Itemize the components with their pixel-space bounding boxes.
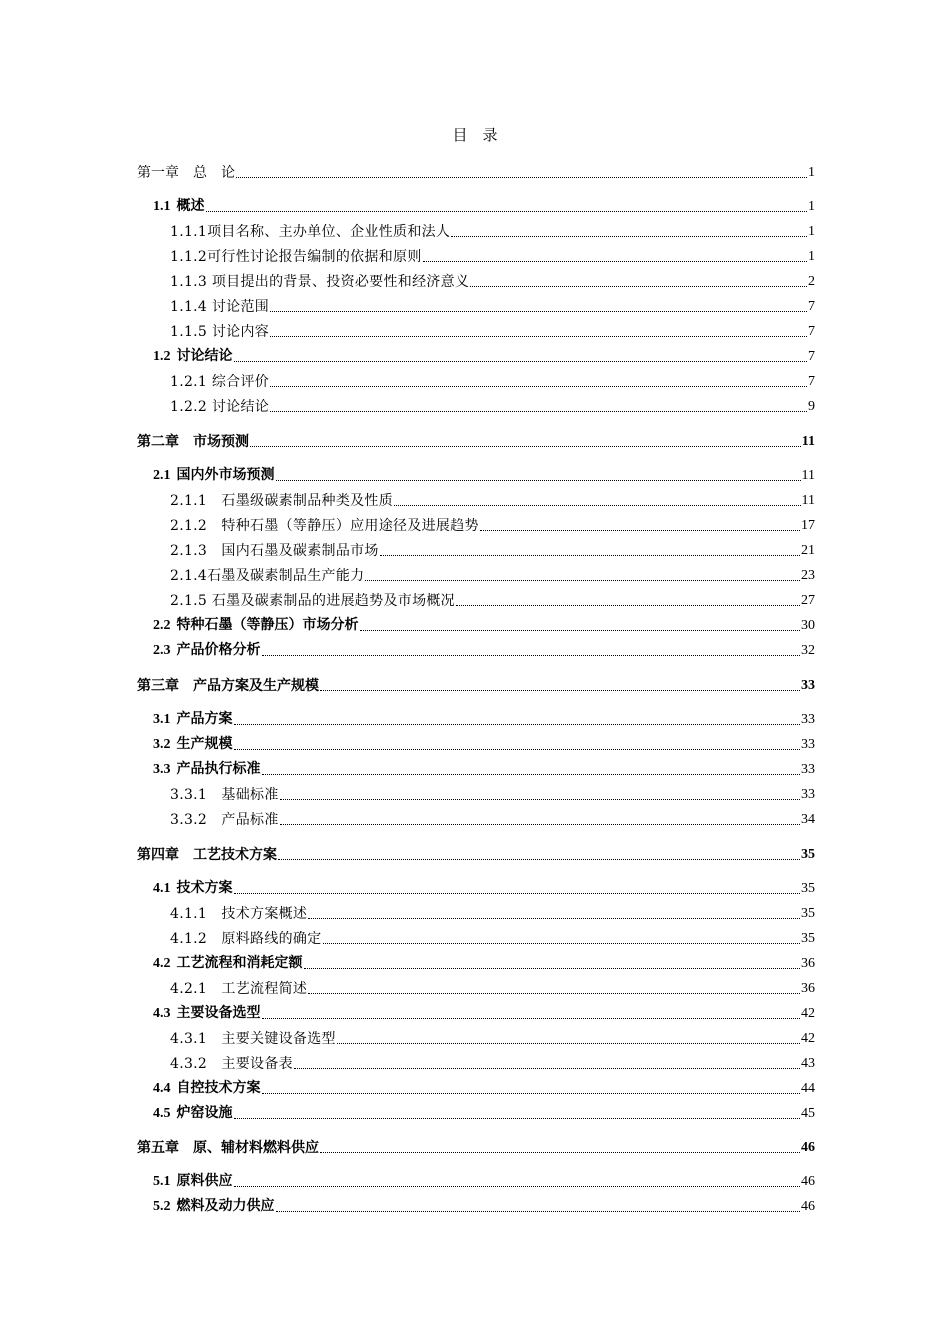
- toc-leader-dots: [380, 554, 800, 556]
- toc-page-number: 11: [801, 468, 815, 483]
- toc-leader-dots: [270, 385, 807, 387]
- toc-entry-label: 国内外市场预测: [176, 467, 275, 483]
- toc-page-number: 9: [808, 399, 815, 414]
- toc-title: [0, 124, 950, 145]
- toc-entry-label: 原料供应: [176, 1173, 233, 1189]
- toc-entry-label: 2.1.4石墨及碳素制品生产能力: [170, 568, 365, 584]
- toc-section-number: 4.3: [153, 1006, 171, 1021]
- toc-leader-dots: [206, 210, 808, 212]
- toc-entry-label: 自控技术方案: [176, 1080, 261, 1096]
- toc-entry-label: 3.3.2 产品标准: [170, 812, 279, 828]
- toc-section-number: 4.1: [153, 881, 171, 896]
- toc-entry-label: 4.1.1 技术方案概述: [170, 906, 308, 922]
- toc-page-number: 11: [801, 493, 815, 508]
- toc-section-2-2[interactable]: [153, 613, 815, 635]
- toc-entry-label: 特种石墨（等静压）市场分析: [176, 617, 359, 633]
- toc-entry-label: 第一章 总 论: [137, 165, 235, 181]
- toc-leader-dots: [234, 748, 801, 750]
- toc-entry-label: 4.2.1 工艺流程简述: [170, 981, 308, 997]
- toc-section-number: 5.1: [153, 1174, 171, 1189]
- toc-subsection-1-1-1[interactable]: [170, 219, 815, 241]
- toc-entry-label: 产品价格分析: [176, 642, 261, 658]
- toc-entry-label: 2.1.3 国内石墨及碳素制品市场: [170, 543, 379, 559]
- toc-page-number: 1: [808, 249, 815, 264]
- toc-subsection-2-1-3[interactable]: [170, 538, 815, 560]
- toc-page-number: 36: [801, 956, 815, 971]
- toc-entry-label: 1.2.1 综合评价: [170, 374, 270, 390]
- toc-subsection-1-1-5[interactable]: [170, 319, 815, 341]
- toc-page-number: 42: [801, 1031, 815, 1046]
- toc-entry-label: 讨论结论: [176, 348, 233, 364]
- toc-section-number: 1.1: [153, 199, 171, 214]
- toc-entry-label: 第四章 工艺技术方案: [137, 847, 277, 863]
- toc-entry-label: 1.2.2 讨论结论: [170, 399, 270, 415]
- toc-leader-dots: [280, 798, 800, 800]
- toc-leader-dots: [278, 858, 800, 860]
- toc-page-number: 35: [801, 881, 815, 896]
- toc-chapter-1[interactable]: [137, 160, 815, 182]
- toc-leader-dots: [236, 176, 807, 178]
- toc-section-3-3[interactable]: [153, 757, 815, 779]
- toc-leader-dots: [234, 360, 808, 362]
- toc-page-number: 1: [808, 224, 815, 239]
- toc-page-number: 35: [801, 931, 815, 946]
- toc-section-5-1[interactable]: [153, 1169, 815, 1191]
- toc-leader-dots: [262, 654, 801, 656]
- toc-entry-label: 工艺流程和消耗定额: [176, 955, 303, 971]
- toc-page-number: 33: [801, 762, 815, 777]
- toc-subsection-1-1-4[interactable]: [170, 294, 815, 316]
- toc-entry-label: 炉窑设施: [176, 1105, 233, 1121]
- toc-page-number: 32: [801, 643, 815, 658]
- toc-page-number: 36: [801, 981, 815, 996]
- toc-page-number: 2: [808, 274, 815, 289]
- toc-subsection-4-3-1[interactable]: [170, 1026, 815, 1048]
- toc-leader-dots: [276, 1210, 801, 1212]
- toc-page-number: 33: [801, 787, 815, 802]
- toc-section-1-1[interactable]: [153, 194, 815, 216]
- toc-page-number: 33: [801, 712, 815, 727]
- toc-leader-dots: [360, 629, 801, 631]
- toc-page-number: 44: [801, 1081, 815, 1096]
- toc-section-number: 3.3: [153, 762, 171, 777]
- toc-subsection-1-1-3[interactable]: [170, 269, 815, 291]
- toc-section-number: 3.1: [153, 712, 171, 727]
- toc-page-number: 45: [801, 1106, 815, 1121]
- toc-section-2-1[interactable]: [153, 463, 815, 485]
- toc-page-number: 42: [801, 1006, 815, 1021]
- toc-page-number: 30: [801, 618, 815, 633]
- toc-leader-dots: [320, 689, 800, 691]
- toc-leader-dots: [270, 335, 807, 337]
- toc-leader-dots: [234, 723, 801, 725]
- toc-leader-dots: [451, 235, 807, 237]
- toc-entry-label: 4.1.2 原料路线的确定: [170, 931, 322, 947]
- toc-subsection-1-1-2[interactable]: [170, 244, 815, 266]
- toc-chapter-4[interactable]: [137, 842, 815, 864]
- toc-leader-dots: [276, 479, 801, 481]
- toc-page-number: 33: [801, 678, 815, 693]
- toc-page-number: 43: [801, 1056, 815, 1071]
- toc-leader-dots: [323, 942, 800, 944]
- toc-page-number: 33: [801, 737, 815, 752]
- toc-entry-label: 4.3.2 主要设备表: [170, 1056, 293, 1072]
- toc-entry-label: 1.1.4 讨论范围: [170, 299, 270, 315]
- toc-page-number: 1: [808, 199, 815, 214]
- toc-section-5-2[interactable]: [153, 1194, 815, 1216]
- toc-section-number: 2.3: [153, 643, 171, 658]
- toc-section-1-2[interactable]: [153, 344, 815, 366]
- toc-entry-label: 2.1.5 石墨及碳素制品的进展趋势及市场概况: [170, 593, 455, 609]
- toc-entry-label: 2.1.1 石墨级碳素制品种类及性质: [170, 493, 394, 509]
- toc-entry-label: 产品执行标准: [176, 761, 261, 777]
- toc-subsection-4-1-2[interactable]: [170, 926, 815, 948]
- toc-entry-label: 概述: [176, 198, 205, 214]
- toc-page-number: 7: [808, 324, 815, 339]
- toc-page-number: 1: [808, 165, 815, 180]
- toc-leader-dots: [423, 260, 807, 262]
- toc-page-number: 7: [808, 349, 815, 364]
- toc-entry-label: 主要设备选型: [176, 1005, 261, 1021]
- toc-entry-label: 第五章 原、辅材料燃料供应: [137, 1140, 319, 1156]
- toc-section-number: 2.2: [153, 618, 171, 633]
- toc-section-number: 4.5: [153, 1106, 171, 1121]
- toc-leader-dots: [280, 823, 800, 825]
- toc-subsection-4-2-1[interactable]: [170, 976, 815, 998]
- toc-subsection-2-1-2[interactable]: [170, 513, 815, 535]
- toc-chapter-5[interactable]: [137, 1135, 815, 1157]
- toc-entry-label: 技术方案: [176, 880, 233, 896]
- toc-entry-label: 4.3.1 主要关键设备选型: [170, 1031, 336, 1047]
- toc-section-3-2[interactable]: [153, 732, 815, 754]
- toc-section-number: 4.2: [153, 956, 171, 971]
- toc-section-number: 4.4: [153, 1081, 171, 1096]
- toc-leader-dots: [470, 285, 807, 287]
- toc-section-number: 1.2: [153, 349, 171, 364]
- toc-section-4-4[interactable]: [153, 1076, 815, 1098]
- toc-leader-dots: [337, 1042, 800, 1044]
- toc-section-number: 3.2: [153, 737, 171, 752]
- toc-section-3-1[interactable]: [153, 707, 815, 729]
- toc-section-4-3[interactable]: [153, 1001, 815, 1023]
- toc-section-4-2[interactable]: [153, 951, 815, 973]
- toc-entry-label: 生产规模: [176, 736, 233, 752]
- toc-entry-label: 1.1.3 项目提出的背景、投资必要性和经济意义: [170, 274, 470, 290]
- toc-section-4-1[interactable]: [153, 876, 815, 898]
- toc-subsection-2-1-5[interactable]: [170, 588, 815, 610]
- toc-entry-label: 2.1.2 特种石墨（等静压）应用途径及进展趋势: [170, 518, 479, 534]
- toc-page-number: 27: [801, 593, 815, 608]
- toc-leader-dots: [365, 579, 800, 581]
- toc-page-number: 46: [801, 1140, 815, 1155]
- toc-page-number: 7: [808, 374, 815, 389]
- toc-entry-label: 第三章 产品方案及生产规模: [137, 678, 319, 694]
- toc-subsection-3-3-2[interactable]: [170, 807, 815, 829]
- toc-section-number: 2.1: [153, 468, 171, 483]
- toc-leader-dots: [270, 310, 807, 312]
- toc-subsection-1-2-1[interactable]: [170, 369, 815, 391]
- toc-entry-label: 第二章 市场预测: [137, 434, 249, 450]
- toc-leader-dots: [294, 1067, 800, 1069]
- toc-chapter-3[interactable]: [137, 673, 815, 695]
- toc-section-2-3[interactable]: [153, 638, 815, 660]
- toc-page-number: 17: [801, 518, 815, 533]
- toc-leader-dots: [320, 1151, 800, 1153]
- toc-chapter-2[interactable]: [137, 429, 815, 451]
- toc-leader-dots: [234, 892, 801, 894]
- toc-leader-dots: [456, 604, 800, 606]
- toc-subsection-3-3-1[interactable]: [170, 782, 815, 804]
- toc-leader-dots: [270, 410, 807, 412]
- toc-page-number: 35: [801, 906, 815, 921]
- toc-page-number: 23: [801, 568, 815, 583]
- toc-section-4-5[interactable]: [153, 1101, 815, 1123]
- toc-subsection-4-3-2[interactable]: [170, 1051, 815, 1073]
- toc-entry-label: 1.1.2可行性讨论报告编制的依据和原则: [170, 249, 422, 265]
- toc-entry-label: 3.3.1 基础标准: [170, 787, 279, 803]
- toc-page-number: 11: [801, 434, 815, 449]
- toc-leader-dots: [262, 773, 801, 775]
- toc-leader-dots: [480, 529, 800, 531]
- toc-section-number: 5.2: [153, 1199, 171, 1214]
- toc-leader-dots: [234, 1185, 801, 1187]
- toc-page-number: 34: [801, 812, 815, 827]
- toc-subsection-1-2-2[interactable]: [170, 394, 815, 416]
- toc-entry-label: 燃料及动力供应: [176, 1198, 275, 1214]
- toc-leader-dots: [250, 445, 801, 447]
- toc-leader-dots: [308, 992, 800, 994]
- toc-entry-label: 1.1.1项目名称、主办单位、企业性质和法人: [170, 224, 451, 240]
- toc-entry-label: 产品方案: [176, 711, 233, 727]
- toc-entry-label: 1.1.5 讨论内容: [170, 324, 270, 340]
- toc-leader-dots: [262, 1017, 801, 1019]
- toc-leader-dots: [234, 1117, 801, 1119]
- toc-leader-dots: [304, 967, 801, 969]
- toc-subsection-2-1-1[interactable]: [170, 488, 815, 510]
- toc-title-text: 目 录: [452, 126, 498, 144]
- toc-page-number: 7: [808, 299, 815, 314]
- toc-page-number: 46: [801, 1199, 815, 1214]
- toc-leader-dots: [394, 504, 800, 506]
- toc-subsection-2-1-4[interactable]: [170, 563, 815, 585]
- toc-page-number: 46: [801, 1174, 815, 1189]
- toc-subsection-4-1-1[interactable]: [170, 901, 815, 923]
- toc-page-number: 21: [801, 543, 815, 558]
- toc-leader-dots: [308, 917, 800, 919]
- toc-page-number: 35: [801, 847, 815, 862]
- toc-leader-dots: [262, 1092, 801, 1094]
